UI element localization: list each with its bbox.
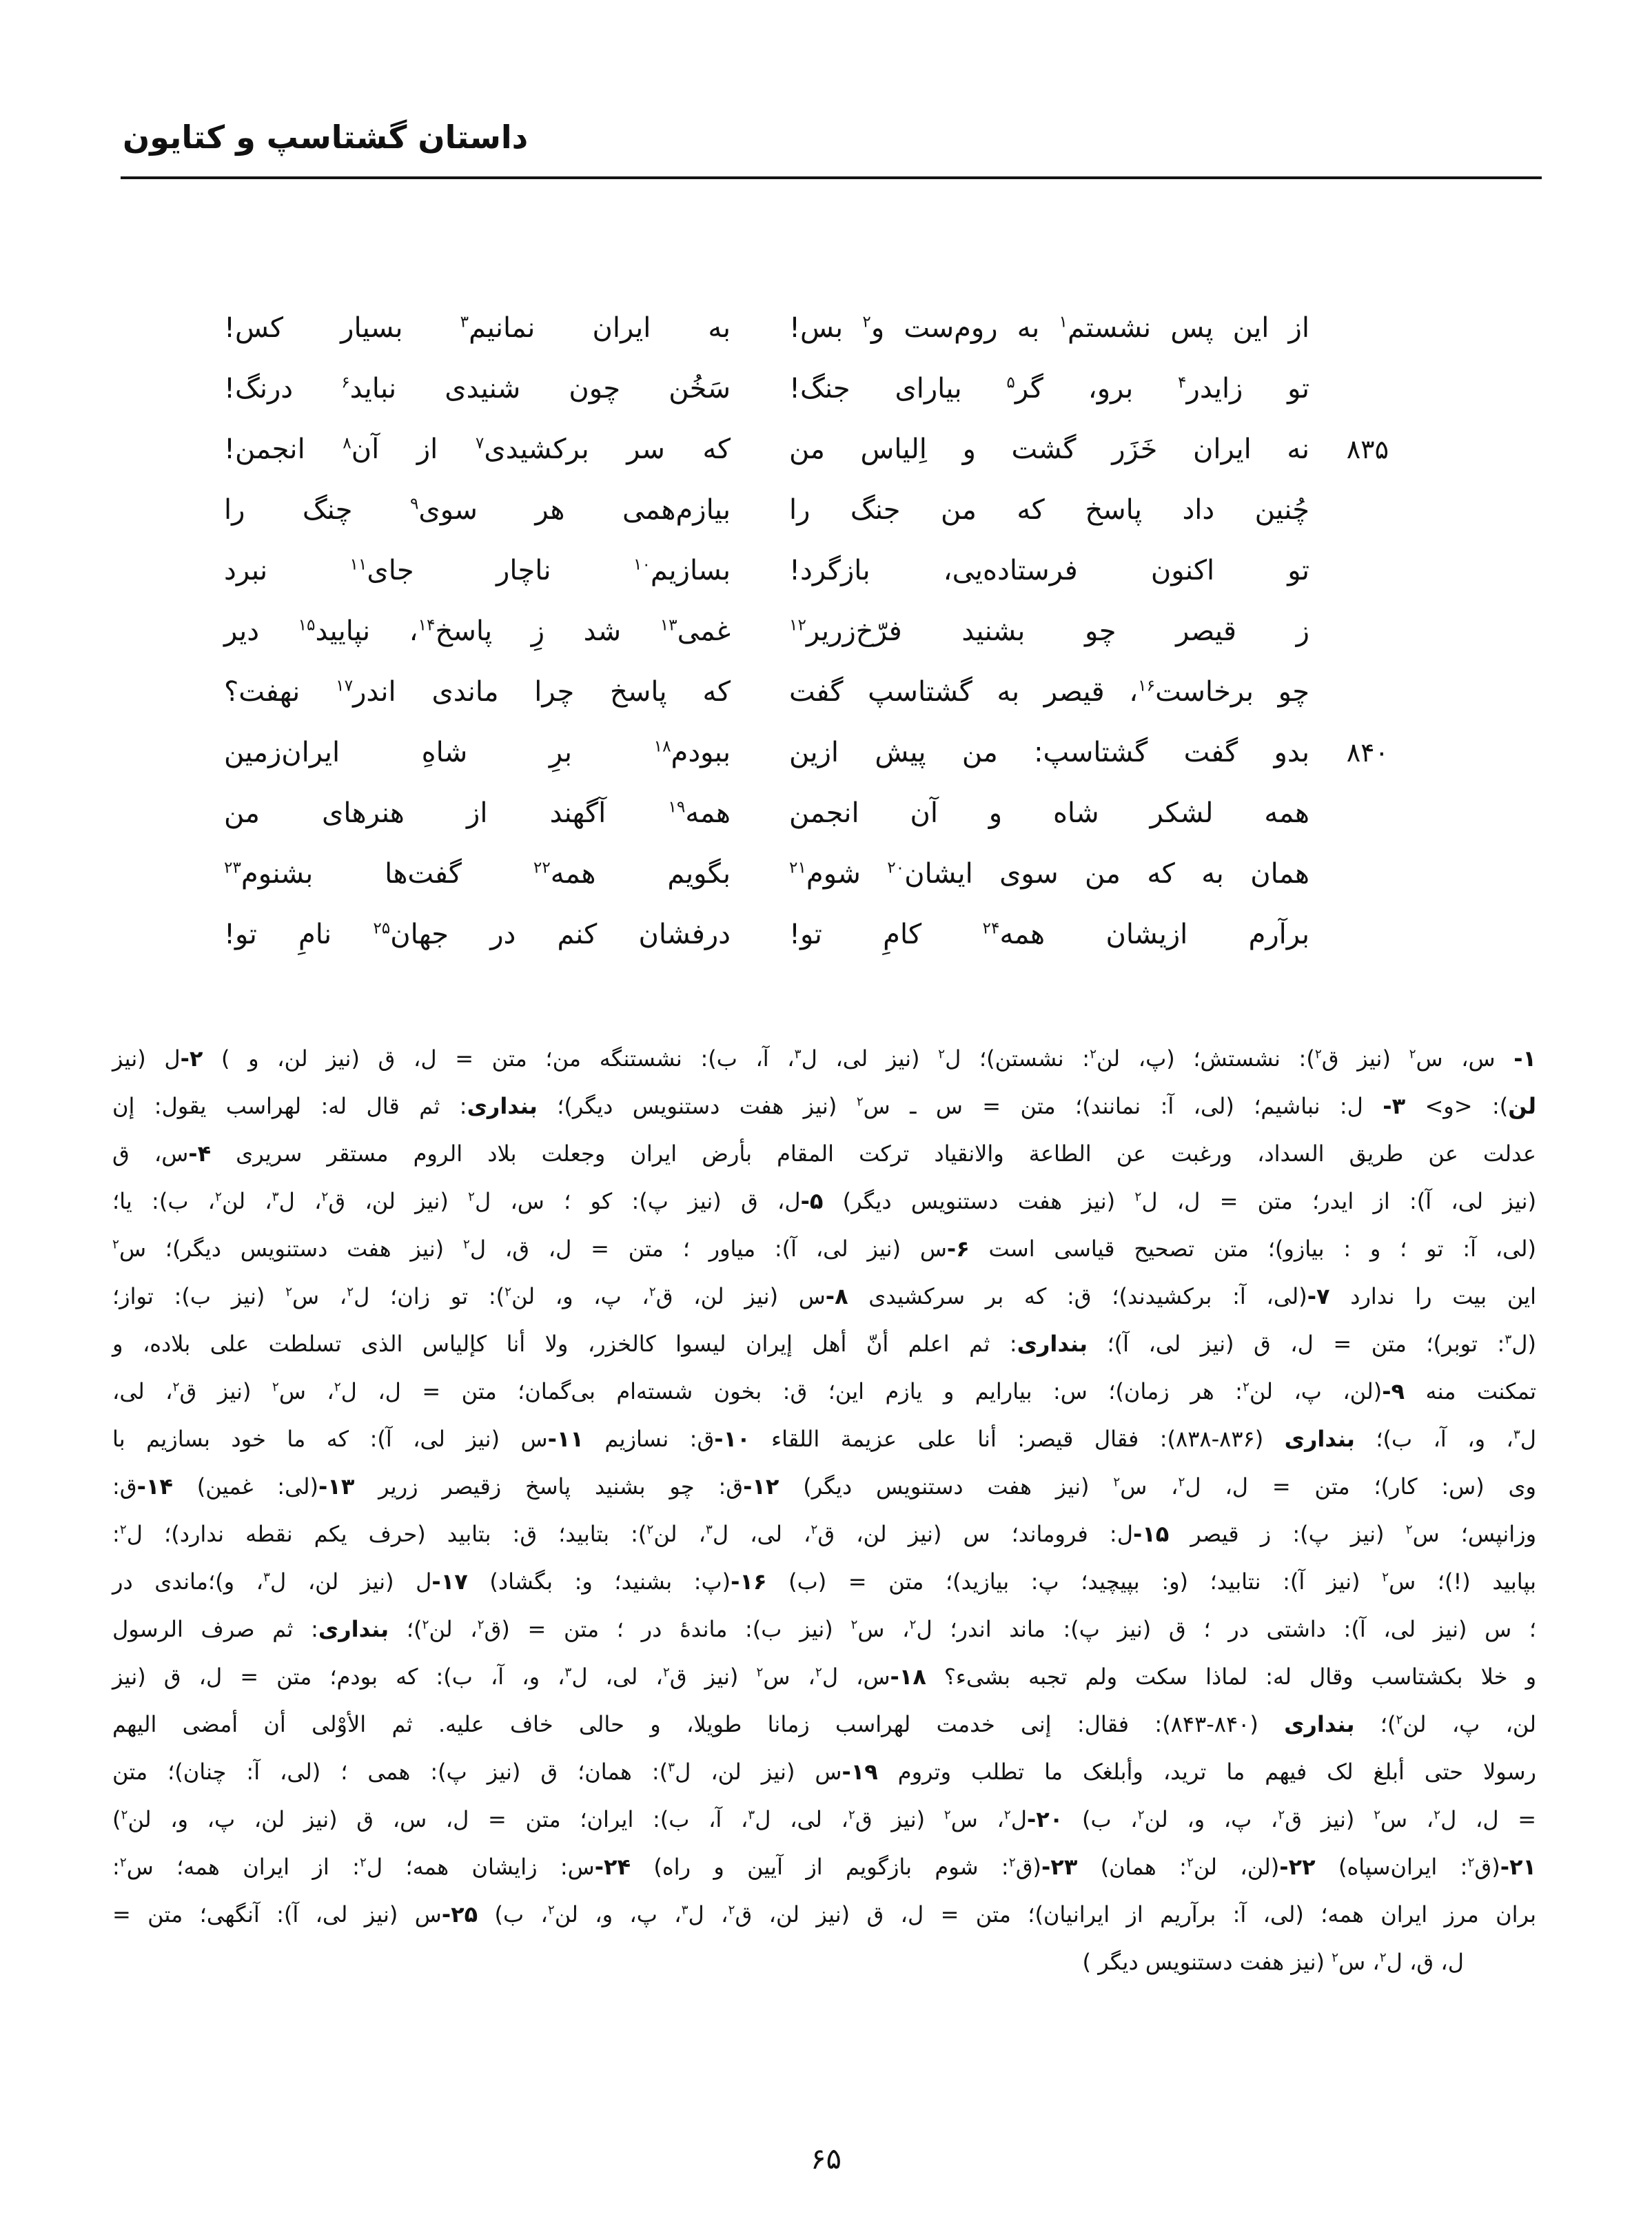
verse-row xyxy=(224,783,1389,843)
hemistich-left: سَخُن چون شنیدی نباید$^۶$ درنگ! xyxy=(224,373,731,405)
hemistich-left: غمی$^{۱۳}$ شد زِ پاسخ$^{۱۴}$، نپایید$^{۱۵}$ دیر xyxy=(224,615,731,647)
verse-number: ۸۳۵ xyxy=(1346,434,1389,464)
footnote-line: ۱- س، س$^۲$ (نیز ق$^۲$): نشستش؛ (پ، لن$^۲$: نشستن)؛ ل$^۲$ (نیز لی، ل$^۳$، آ، ب): نشستنگه من؛ متن = ل، ق (نیز لن، و ) ۲-ل (نیز xyxy=(112,1045,1537,1072)
footnote-line: لن): <و> ۳- ل: نباشیم؛ (لی، آ: نمانند)؛ متن = س ـ س$^۲$ (نیز هفت دستنویس دیگر)؛ بنداری: ثم قال له: لهراسب یقول: إن xyxy=(112,1093,1537,1119)
hemistich-right: همه لشکر شاه و آن انجمن xyxy=(789,797,1309,829)
hemistich-left: ببودم$^{۱۸}$ برِ شاهِ ایران‌زمین xyxy=(224,737,731,768)
footnote-line: عدلت عن طریق السداد، ورغبت عن الطاعة والانقیاد ترکت المقام بأرض ایران وجعلت بلاد الروم مستقر سریری ۴-س، ق xyxy=(112,1141,1537,1167)
verse-row xyxy=(224,662,1389,722)
hemistich-right: از این پس نشستم$^۱$ به روم‌ست و$^۲$ بس! xyxy=(789,312,1309,344)
verse-row xyxy=(224,601,1389,662)
header-rule xyxy=(121,176,1542,179)
hemistich-left: که پاسخ چرا ماندی اندر$^{۱۷}$ نهفت؟ xyxy=(224,676,731,708)
footnote-line: = ل، ل$^۲$، س$^۲$ (نیز ق$^۲$، پ، و، لن$^۲$، ب) ۲۰-ل$^۲$، س$^۲$ (نیز ق$^۲$، لی، ل$^۳$، آ، ب): ایران؛ متن = ل، س، ق (نیز لن، پ، و، لن$^۲$) xyxy=(112,1806,1537,1832)
footnote-line: ل$^۳$، و، آ، ب)؛ بنداری (۸۳۶-۸۳۸): فقال قیصر: أنا علی عزیمة اللقاء ۱۰-ق: نسازیم ۱۱-س (نیز لی، آ): که ما خود بسازیم با xyxy=(112,1426,1537,1452)
footnote-line: این بیت را ندارد ۷-(لی، آ: برکشیدند)؛ ق: که بر سرکشیدی ۸-س (نیز لن، ق$^۲$، پ، و، لن$^۲$): تو زان؛ ل$^۲$، س$^۲$ (نیز ب): تواز؛ xyxy=(112,1283,1537,1309)
footnote-line: بپابید (!)؛ س$^۲$ (نیز آ): نتابید؛ (و: بپیچید؛ پ: بیازید)؛ متن = (ب) ۱۶-(پ: بشنید؛ و: بگشاد) ۱۷-ل (نیز لن، ل$^۳$، و)؛ماندی در xyxy=(112,1568,1537,1595)
footnote-line: (ل$^۳$: توبر)؛ متن = ل، ق (نیز لی، آ)؛ بنداری: ثم اعلم أنّ أهل إیران لیسوا کالخزر، ولا أنا کإلیاس الذی تسلطت علی بلاده، و xyxy=(112,1331,1537,1357)
hemistich-right: برآرم ازیشان همه$^{۲۴}$ کامِ تو! xyxy=(789,919,1309,950)
verse-row xyxy=(224,419,1389,480)
verse-row xyxy=(224,480,1389,540)
footnote-line: وزانپس؛ س$^۲$ (نیز پ): ز قیصر ۱۵-ل: فروماند؛ س (نیز لن، ق$^۲$، لی، ل$^۳$، لن$^۲$): بتابید؛ ق: بتابید (حرف یکم نقطه ندارد)؛ ل$^۲$: xyxy=(112,1521,1537,1547)
footnote-line: تمکنت منه ۹-(لن، پ، لن$^۲$: هر زمان)؛ س: بیارایم و یازم این؛ ق: بخون شسته‌ام بی‌گمان؛ متن = ل، ل$^۲$، س$^۲$ (نیز ق$^۲$، لی، xyxy=(112,1378,1537,1404)
verse-number: ۸۴۰ xyxy=(1346,737,1389,768)
hemistich-right: تو زایدر$^۴$ برو، گر$^۵$ بیارای جنگ! xyxy=(789,373,1309,405)
running-head-title: داستان گشتاسپ و کتایون xyxy=(123,119,529,156)
footnote-line: ؛ س (نیز لی، آ): داشتی در ؛ ق (نیز پ): ماند اندر؛ ل$^۲$، س$^۲$ (نیز ب): ماندهٔ در ؛ متن = (ق$^۲$، لن$^۲$)؛ بنداری: ثم صرف الرسول xyxy=(112,1616,1537,1642)
verse-row xyxy=(224,358,1389,419)
verse-row xyxy=(224,904,1389,965)
footnote-line: (لی، آ: تو ؛ و : بیازو)؛ متن تصحیح قیاسی است ۶-س (نیز لی، آ): میاور ؛ متن = ل، ق، ل$^۲$ (نیز هفت دستنویس دیگر)؛ س$^۲$ xyxy=(112,1236,1537,1262)
hemistich-right: بدو گفت گشتاسپ: من پیش ازین xyxy=(789,737,1309,768)
hemistich-left: همه$^{۱۹}$ آگهند از هنرهای من xyxy=(224,797,731,829)
page-number: ۶۵ xyxy=(810,2142,842,2176)
verse-row xyxy=(224,722,1389,783)
footnote-line: رسولا حتی أبلغ لک فیهم ما ترید، وأبلغک ما تطلب وتروم ۱۹-س (نیز لن، ل$^۳$): همان؛ ق (نیز پ): همی ؛ (لی، آ: چنان)؛ متن xyxy=(112,1759,1537,1785)
footnote-line: بران مرز ایران همه؛ (لی، آ: برآریم از ایرانیان)؛ متن = ل، ق (نیز لن، ق$^۲$، ل$^۳$، پ، و، لن$^۲$، ب) ۲۵-س (نیز لی، آ): آنگهی؛ متن = xyxy=(112,1901,1537,1927)
hemistich-right: تو اکنون فرستاده‌یی، بازگرد! xyxy=(789,555,1309,586)
hemistich-right: نه ایران خَزَر گشت و اِلیاس من xyxy=(789,433,1309,465)
hemistich-left: درفشان کنم در جهان$^{۲۵}$ نامِ تو! xyxy=(224,919,731,950)
footnotes xyxy=(112,1035,1536,1986)
footnote-line: و خلا بکشتاسب وقال له: لماذا سکت ولم تجبه بشیء؟ ۱۸-س، ل$^۲$، س$^۲$ (نیز ق$^۲$، لی، ل$^۳$، و، آ، ب): که بودم؛ متن = ل، ق (نیز xyxy=(112,1664,1537,1690)
footnote-line: وی (س: کار)؛ متن = ل، ل$^۲$، س$^۲$ (نیز هفت دستنویس دیگر) ۱۲-ق: چو بشنید پاسخ زقیصر زریر ۱۳-(لی: غمین) ۱۴-ق: xyxy=(112,1473,1537,1500)
hemistich-left: که سر برکشیدی$^۷$ از آن$^۸$ انجمن! xyxy=(224,433,731,465)
footnote-line: (نیز لی، آ): از ایدر؛ متن = ل، ل$^۲$ (نیز هفت دستنویس دیگر) ۵-ل، ق (نیز پ): کو ؛ س، ل$^۲$ (نیز لن، ق$^۲$، ل$^۳$، لن$^۲$، ب): یا؛ xyxy=(112,1188,1537,1214)
hemistich-left: به ایران نمانیم$^۳$ بسیار کس! xyxy=(224,312,731,344)
hemistich-right: چُنین داد پاسخ که من جنگ را xyxy=(789,494,1309,526)
footnote-line: ل، ق، ل$^۲$، س$^۲$ (نیز هفت دستنویس دیگر ) xyxy=(1082,1949,1464,1975)
footnote-line: لن، پ، لن$^۲$)؛ بنداری (۸۴۰-۸۴۳): فقال: إنی خدمت لهراسب زمانا طویلا، و حالی خاف علیه. ثم الأوْلی أن أمضی الیهم xyxy=(112,1711,1537,1737)
hemistich-left: بسازیم$^{۱۰}$ ناچار جای$^{۱۱}$ نبرد xyxy=(224,555,731,586)
footnote-line: ۲۱-(ق$^۲$: ایران‌سپاه) ۲۲-(لن، لن$^۲$: همان) ۲۳-(ق$^۲$: شوم بازگویم از آیین و راه) ۲۴-س: زایشان همه؛ ل$^۲$: از ایران همه؛ س$^۲$: xyxy=(112,1854,1537,1880)
hemistich-left: بیازم‌همی هر سوی$^۹$ چنگ را xyxy=(224,494,731,526)
hemistich-right: همان به که من سوی ایشان$^{۲۰}$ شوم$^{۲۱}$ xyxy=(789,858,1309,890)
verse-row xyxy=(224,540,1389,601)
hemistich-right: چو برخاست$^{۱۶}$، قیصر به گشتاسپ گفت xyxy=(789,676,1309,708)
verse-row xyxy=(224,843,1389,904)
verse-row xyxy=(224,298,1389,358)
poem xyxy=(224,298,1389,965)
hemistich-left: بگویم همه$^{۲۲}$ گفت‌ها بشنوم$^{۲۳}$ xyxy=(224,858,731,890)
hemistich-right: ز قیصر چو بشنید فرّخ‌زریر$^{۱۲}$ xyxy=(789,615,1309,647)
